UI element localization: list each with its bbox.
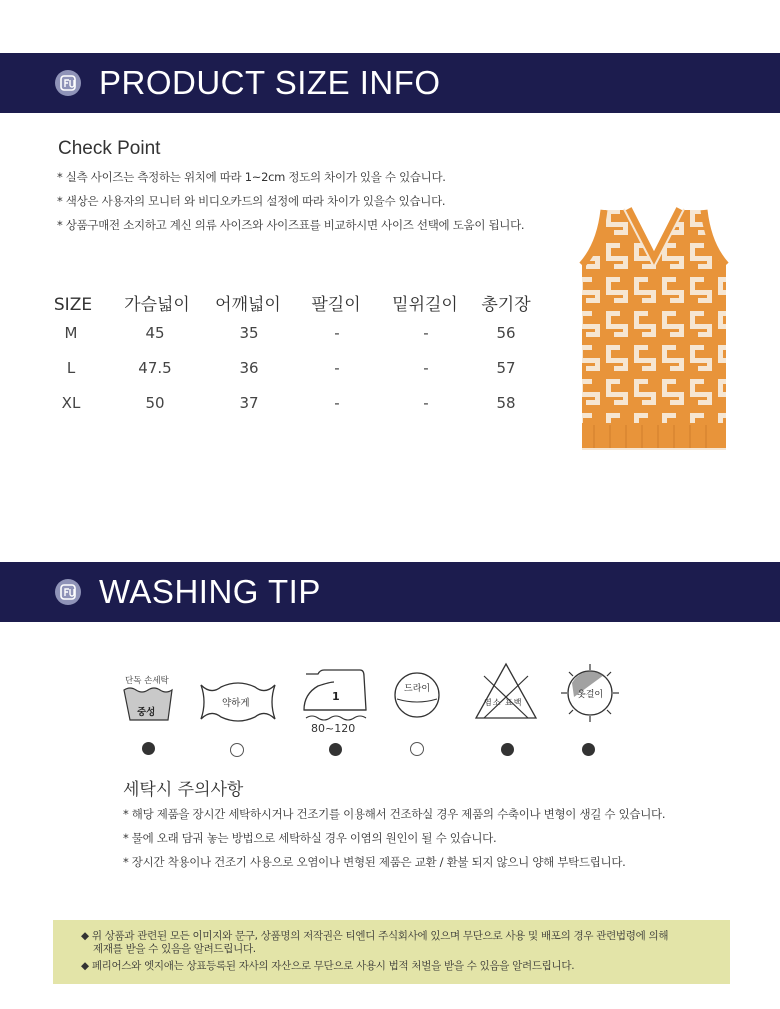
iron-icon <box>300 668 368 740</box>
washing-tip-title: WASHING TIP <box>99 573 321 610</box>
table-cell: - <box>334 359 340 377</box>
gentle-wash-icon <box>199 681 277 723</box>
table-row <box>0 318 560 348</box>
table-cell: - <box>423 324 429 342</box>
hanger-label: 옷걸이 <box>577 690 604 700</box>
table-cell: 57 <box>496 359 516 377</box>
table-cell: - <box>334 324 340 342</box>
washing-caution-title: 세탁시 주의사항 <box>123 780 244 800</box>
notice-line-1b: 제재를 받을 수 있음을 알려드립니다. <box>93 943 256 955</box>
hanger-indicator <box>582 743 595 756</box>
table-cell: 45 <box>145 324 165 342</box>
no-bleach-icon <box>472 662 540 720</box>
notice-line-1: ◆ 위 상품과 관련된 모든 이미지와 문구, 상품명의 저작권은 티엔디 주식회사에 있으며 무단으로 사용 및 배포의 경우 관련법령에 의해 <box>81 930 669 942</box>
hand-wash-top-label: 단독 손세탁 <box>125 676 169 686</box>
copyright-notice <box>53 920 730 984</box>
hand-wash-icon <box>118 672 180 724</box>
table-cell: - <box>423 394 429 412</box>
size-info-banner <box>0 53 780 113</box>
header-sleeve: 팔길이 <box>311 295 361 315</box>
header-chest: 가슴넓이 <box>124 295 190 315</box>
iron-temp-level: 1 <box>332 690 340 703</box>
shade-dry-hanger-icon <box>560 663 620 723</box>
size-info-title: PRODUCT SIZE INFO <box>99 64 441 101</box>
table-cell: 36 <box>239 359 259 377</box>
notice-line-2: ◆ 페리어스와 엣지애는 상표등록된 자사의 자산으로 무단으로 사용시 법적 처벌을 받을 수 있음을 알려드립니다. <box>81 960 575 972</box>
dry-clean-indicator <box>410 742 424 756</box>
header-rise: 밑위길이 <box>392 295 458 315</box>
washing-caution-list <box>123 806 665 878</box>
table-cell: 56 <box>496 324 516 342</box>
washing-caution-item: * 물에 오래 담궈 놓는 방법으로 세탁하실 경우 이염의 원인이 될 수 있습니다. <box>123 831 497 845</box>
table-cell: 58 <box>496 394 516 412</box>
header-shoulder: 어깨넓이 <box>215 295 281 315</box>
knit-vest-image <box>574 205 734 455</box>
gentle-wash-indicator <box>230 743 244 757</box>
table-cell: 37 <box>239 394 259 412</box>
washing-caution-item: * 장시간 착용이나 건조기 사용으로 오염이나 변형된 제품은 교환 / 환불 되지 않으니 양해 부탁드립니다. <box>123 855 626 869</box>
table-cell: 50 <box>145 394 165 412</box>
table-cell: - <box>334 394 340 412</box>
iron-indicator <box>329 743 342 756</box>
table-cell: M <box>64 324 78 342</box>
table-cell: - <box>423 359 429 377</box>
header-size: SIZE <box>53 295 93 315</box>
dry-clean-label: 드라이 <box>404 684 431 694</box>
hand-wash-label: 중성 <box>137 707 156 718</box>
table-row <box>0 353 560 383</box>
size-table-header <box>0 290 560 320</box>
table-row <box>0 388 560 418</box>
washing-caution-item: * 해당 제품을 장시간 세탁하시거나 건조기를 이용해서 건조하실 경우 제품의 수축이나 변형이 생길 수 있습니다. <box>123 807 666 821</box>
no-bleach-indicator <box>501 743 514 756</box>
header-total-length: 총기장 <box>481 295 531 315</box>
iron-temp-range: 80~120 <box>311 722 356 735</box>
dry-clean-icon <box>393 671 441 719</box>
no-bleach-label: 염소 표백 <box>484 698 523 707</box>
hand-wash-indicator <box>142 742 155 755</box>
check-point-list <box>57 169 524 241</box>
washing-tip-banner <box>0 562 780 622</box>
check-point-note: * 실측 사이즈는 측정하는 위치에 따라 1~2cm 정도의 차이가 있을 수 있습니다. <box>57 170 446 184</box>
table-cell: L <box>66 359 76 377</box>
fu-logo-icon <box>55 70 81 96</box>
check-point-note: * 상품구매전 소지하고 계신 의류 사이즈와 사이즈표를 비교하시면 사이즈 선택에 도움이 됩니다. <box>57 218 525 232</box>
check-point-title: Check Point <box>58 138 161 159</box>
table-cell: XL <box>61 394 81 412</box>
table-cell: 47.5 <box>138 359 172 377</box>
table-cell: 35 <box>239 324 259 342</box>
check-point-note: * 색상은 사용자의 모니터 와 비디오카드의 설정에 따라 차이가 있을수 있습니다. <box>57 194 446 208</box>
gentle-wash-label: 약하게 <box>222 698 250 709</box>
fu-logo-icon <box>55 579 81 605</box>
